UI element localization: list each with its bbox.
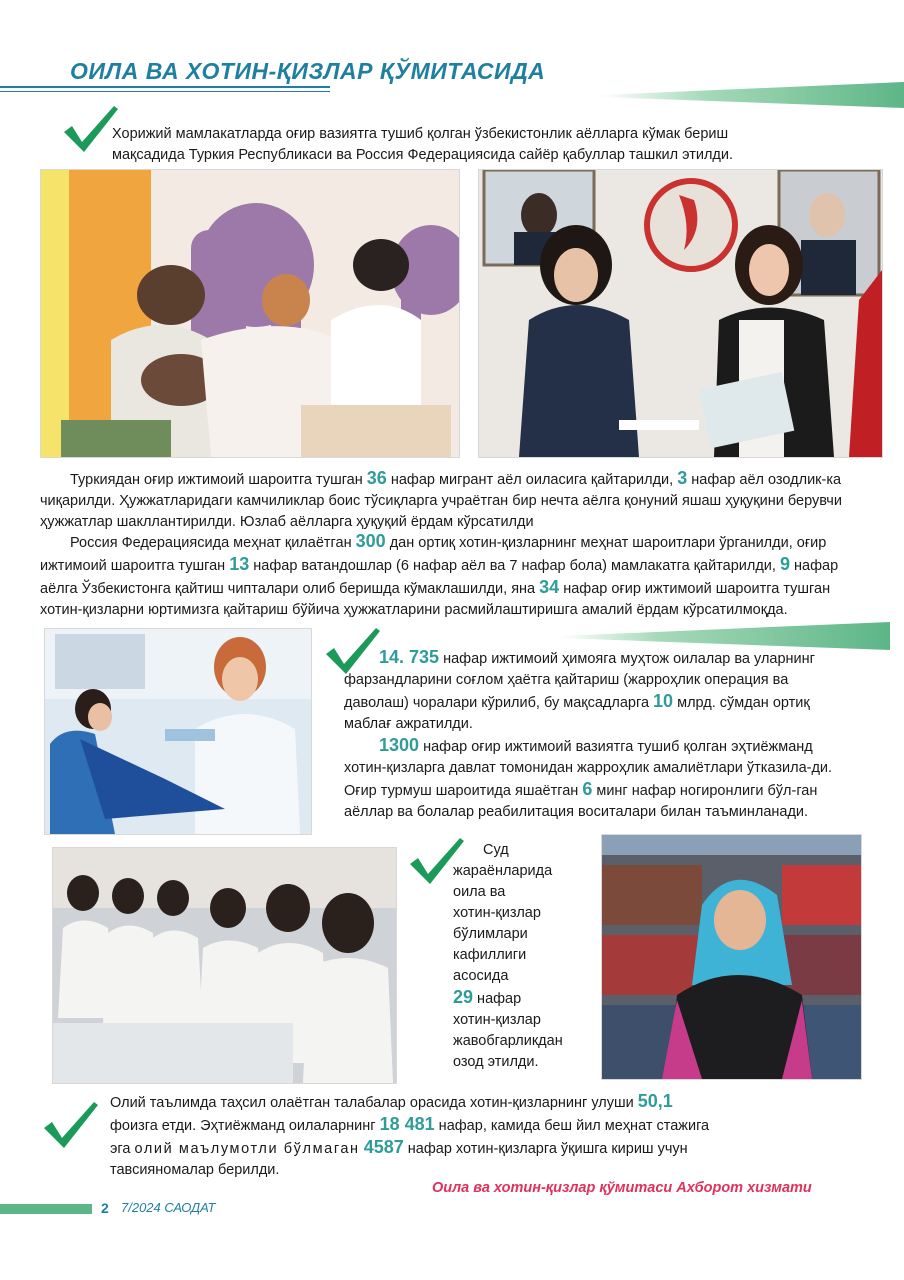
text-segment: фоизга етди. Эҳтиёжманд оилаларнинг — [110, 1118, 380, 1134]
stat-number: 9 — [779, 554, 790, 574]
text-line: кафиллиги — [453, 947, 527, 963]
russia-paragraph — [40, 531, 870, 621]
title-rule-thin — [0, 91, 330, 92]
text-segment: Россия Федерациясида меҳнат қилаётган — [70, 535, 356, 551]
text-segment: нафар, камида беш йил меҳнат стажига эга — [110, 1118, 710, 1157]
stat-number: 34 — [539, 577, 560, 597]
text-segment: нафар ватандошлар (6 нафар аёл ва 7 нафар бола) мамлакатга қайтарилди, — [249, 558, 780, 574]
title-rule — [0, 86, 330, 88]
text-segment: нафар мигрант аёл оиласига қайтарилди, — [386, 472, 678, 488]
text-segment: минг нафар ногиронлиги бўл-ган аёллар ва болалар реабилитация воситалари билан таъминланади. — [344, 783, 818, 820]
text-segment: Туркиядан оғир ижтимоий шароитга тушган — [70, 472, 367, 488]
text-segment: нафар хотин-қизларга ўқишга кириш учун тавсияномалар берилди. — [110, 1141, 688, 1178]
photo-dental-treatment — [44, 628, 312, 835]
header-green-wedge — [600, 82, 904, 112]
text-line: оила ва — [453, 884, 506, 900]
text-segment: нафар — [473, 991, 522, 1007]
text-line: хотин-қизлар — [453, 905, 541, 921]
stat-number: 3 — [677, 468, 688, 488]
text-segment: нафар ижтимоий ҳимояга муҳтож оилалар ва уларнинг фарзандларини соғлом ҳаётга қайтариш (жарроҳлик операция ва даволаш) чоралари кўрилиб, бу мақсадларга — [344, 651, 815, 711]
text-segment: Олий таълимда таҳсил олаётган талабалар орасида хотин-қизларнинг улуши — [110, 1095, 638, 1111]
text-line: озод этилди. — [453, 1054, 539, 1070]
text-line: Суд — [483, 842, 509, 858]
photo-students-classroom — [52, 847, 397, 1084]
text-line: хотин-қизлар — [453, 1012, 541, 1028]
stat-number: 14. 735 — [379, 647, 440, 667]
stat-number: 4587 — [363, 1137, 404, 1157]
photo-children-ward — [40, 169, 460, 458]
stat-number: 13 — [229, 554, 250, 574]
intro-text: Хорижий мамлакатларда оғир вазиятга тушиб қолган ўзбекистонлик аёлларга кўмак бериш мақсадида Туркия Республикаси ва Россия Федерациясида сайёр қабуллар ташкил этилди. — [112, 126, 734, 163]
issue-label: 7/2024 САОДАТ — [121, 1200, 216, 1215]
text-segment: млрд. сўмдан ортиқ маблағ ажратилди. — [344, 695, 810, 732]
text-line: жавобгарликдан — [453, 1033, 563, 1049]
stat-number: 10 — [653, 691, 674, 711]
check-icon — [42, 1100, 98, 1148]
photo-agreement-signing — [478, 169, 883, 458]
page-number: 2 — [101, 1200, 109, 1216]
stat-number: 29 — [453, 987, 474, 1007]
education-paragraph — [110, 1091, 710, 1181]
page-title: ОИЛА ВА ХОТИН-ҚИЗЛАР ҚЎМИТАСИДА — [70, 58, 546, 84]
turkey-paragraph — [40, 468, 870, 533]
stat-number: 6 — [582, 779, 593, 799]
court-paragraph — [453, 840, 593, 1073]
stat-number: 18 481 — [379, 1114, 435, 1134]
text-segment: нафар оғир ижтимоий вазиятга тушиб қолган эҳтиёжманд хотин-қизларга давлат томонидан жарроҳлик амалиётлари ўтказила-ди. Оғир турмуш шароитида яшаётган — [344, 739, 833, 799]
footer-bar — [0, 1204, 92, 1214]
stat-number: 1300 — [379, 735, 420, 755]
text-segment: нафар аёл озодлик-ка чиқарилди. Ҳужжатларидаги камчиликлар боис тўсиқларга учраётган бир нечта аёлга қонуний яшаш ҳуқуқини берувчи ҳужжатлар шакллантирилди. Юзлаб аёлларга ҳуқуқий ёрдам кўрсатилди — [40, 472, 842, 530]
stat-number: 36 — [366, 468, 387, 488]
section-green-wedge — [560, 622, 890, 650]
text-segment: олий маълумотли бўлмаган — [134, 1141, 360, 1157]
source-credit: Оила ва хотин-қизлар қўмитаси Ахборот хизмати — [432, 1180, 812, 1196]
check-icon — [62, 104, 118, 152]
text-line: асосида — [453, 968, 509, 984]
text-segment: нафар аёлга Ўзбекистонга қайтиш чипталари олиб беришда кўмаклашилди, яна — [40, 558, 839, 597]
health-paragraph — [344, 647, 854, 823]
text-segment: нафар оғир ижтимоий шароитга тушган хотин-қизларни юртимизга қайтариш бўйича ҳужжатларини расмийлаштиришга амалий ёрдам кўрсатилмоқда. — [40, 581, 831, 618]
text-segment: дан ортиқ хотин-қизларнинг меҳнат шароитлари ўрганилди, оғир ижтимоий шароитга тушган — [40, 535, 827, 574]
emblem-icon — [647, 181, 735, 269]
photo-library-woman — [601, 834, 862, 1080]
text-line: жараёнларида — [453, 863, 553, 879]
stat-number: 300 — [355, 531, 386, 551]
text-line: бўлимлари — [453, 926, 528, 942]
stat-number: 50,1 — [637, 1091, 673, 1111]
